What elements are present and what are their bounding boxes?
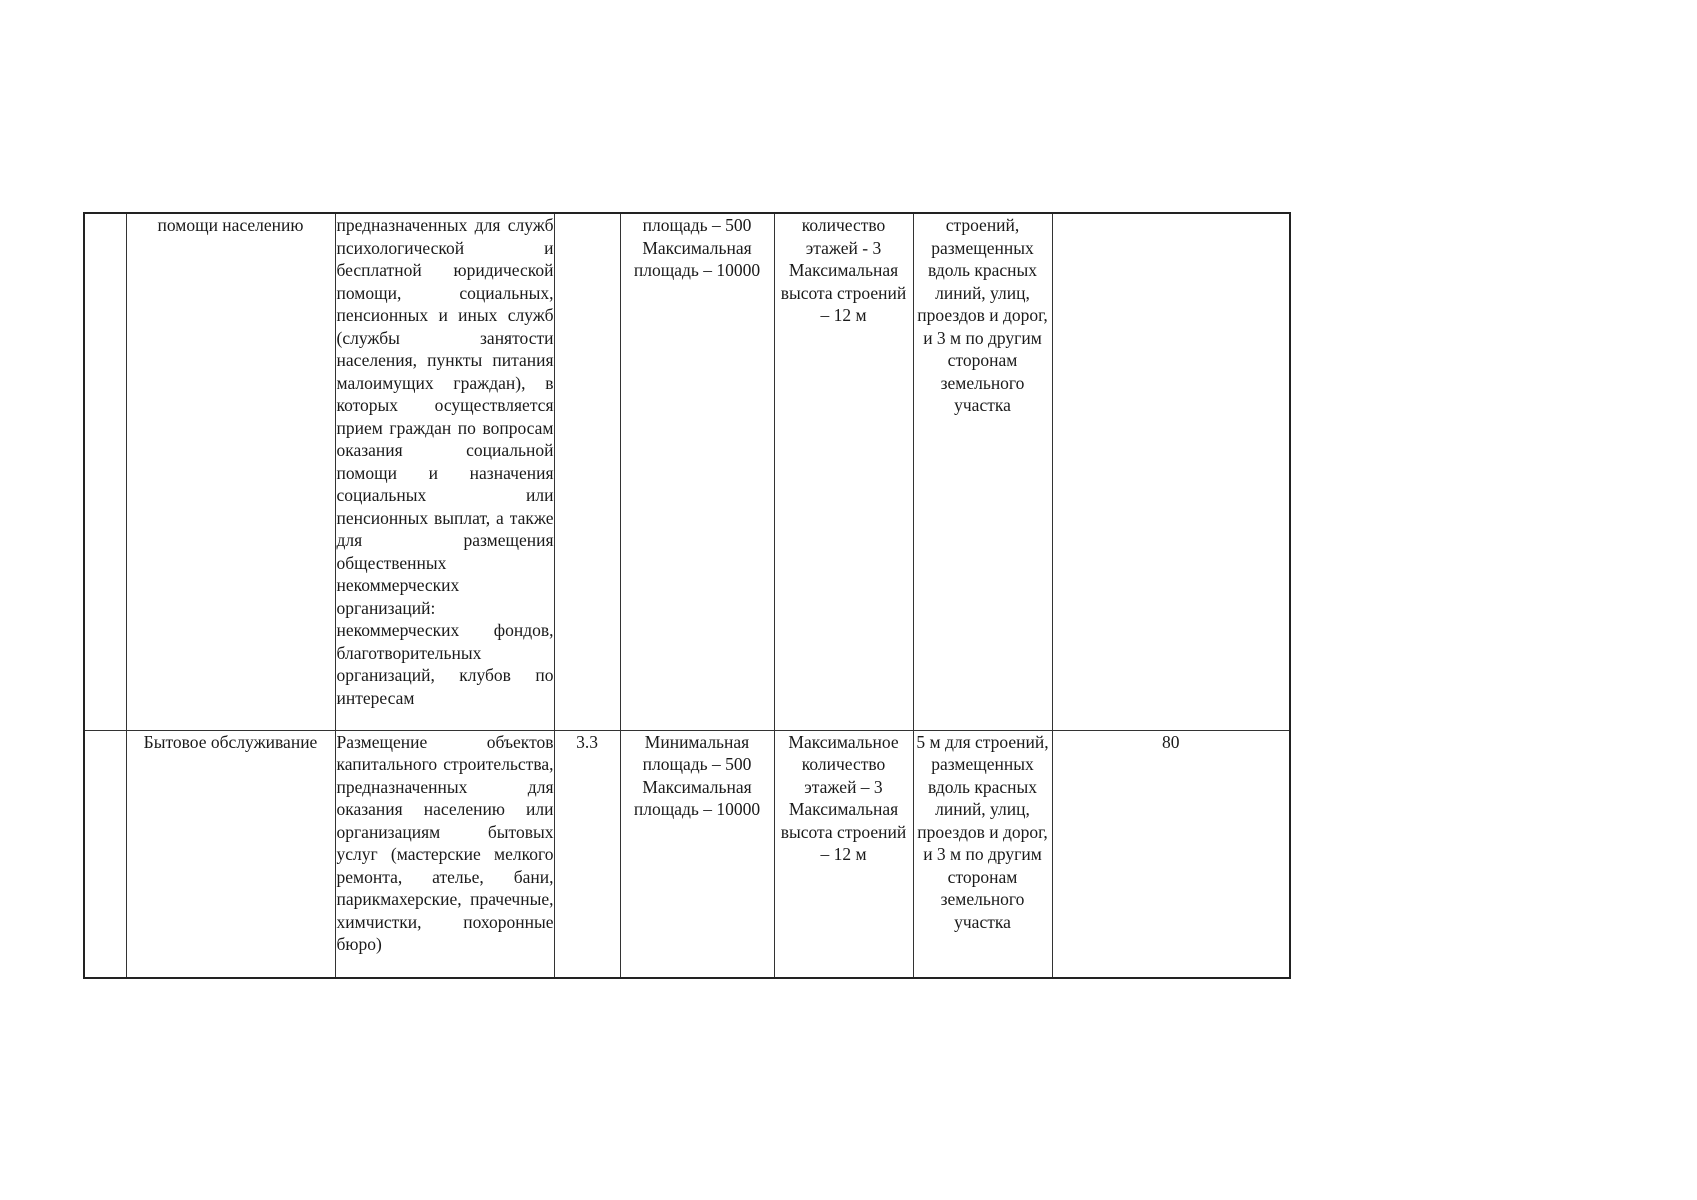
- classifier-code-cell: [554, 213, 620, 730]
- floors-height-cell: количество этажей - 3 Максимальная высота строений – 12 м: [774, 213, 913, 730]
- setback-cell: 5 м для строений, размещенных вдоль красных линий, улиц, проездов и дорог, и 3 м по другим сторонам земельного участка: [913, 730, 1052, 978]
- use-description-cell: предназначенных для служб психологической и бесплатной юридической помощи, социальных, пенсионных и иных служб (службы занятости населения, пункты питания малоимущих граждан), в которых осуществляется прием граждан по вопросам оказания социальной помощи и назначения социальных или пенсионных выплат, а также для размещения общественных некоммерческих организаций: некоммерческих фондов, благотворительных организаций, клубов по интересам: [335, 213, 554, 730]
- setback-cell: строений, размещенных вдоль красных линий, улиц, проездов и дорог, и 3 м по другим сторонам земельного участка: [913, 213, 1052, 730]
- row-number-cell: [84, 730, 126, 978]
- coverage-percent-cell: 80: [1052, 730, 1290, 978]
- table-row: [84, 730, 1290, 978]
- table-row: [84, 213, 1290, 730]
- regulations-table: [83, 212, 1291, 979]
- plot-area-cell: Минимальная площадь – 500 Максимальная площадь – 10000: [620, 730, 774, 978]
- classifier-code-cell: 3.3: [554, 730, 620, 978]
- row-number-cell: [84, 213, 126, 730]
- use-description-cell: Размещение объектов капитального строительства, предназначенных для оказания населению или организациям бытовых услуг (мастерские мелкого ремонта, ателье, бани, парикмахерские, прачечные, химчистки, похоронные бюро): [335, 730, 554, 978]
- plot-area-cell: площадь – 500 Максимальная площадь – 10000: [620, 213, 774, 730]
- use-type-name-cell: помощи населению: [126, 213, 335, 730]
- use-type-name-cell: Бытовое обслуживание: [126, 730, 335, 978]
- coverage-percent-cell: [1052, 213, 1290, 730]
- floors-height-cell: Максимальное количество этажей – 3 Максимальная высота строений – 12 м: [774, 730, 913, 978]
